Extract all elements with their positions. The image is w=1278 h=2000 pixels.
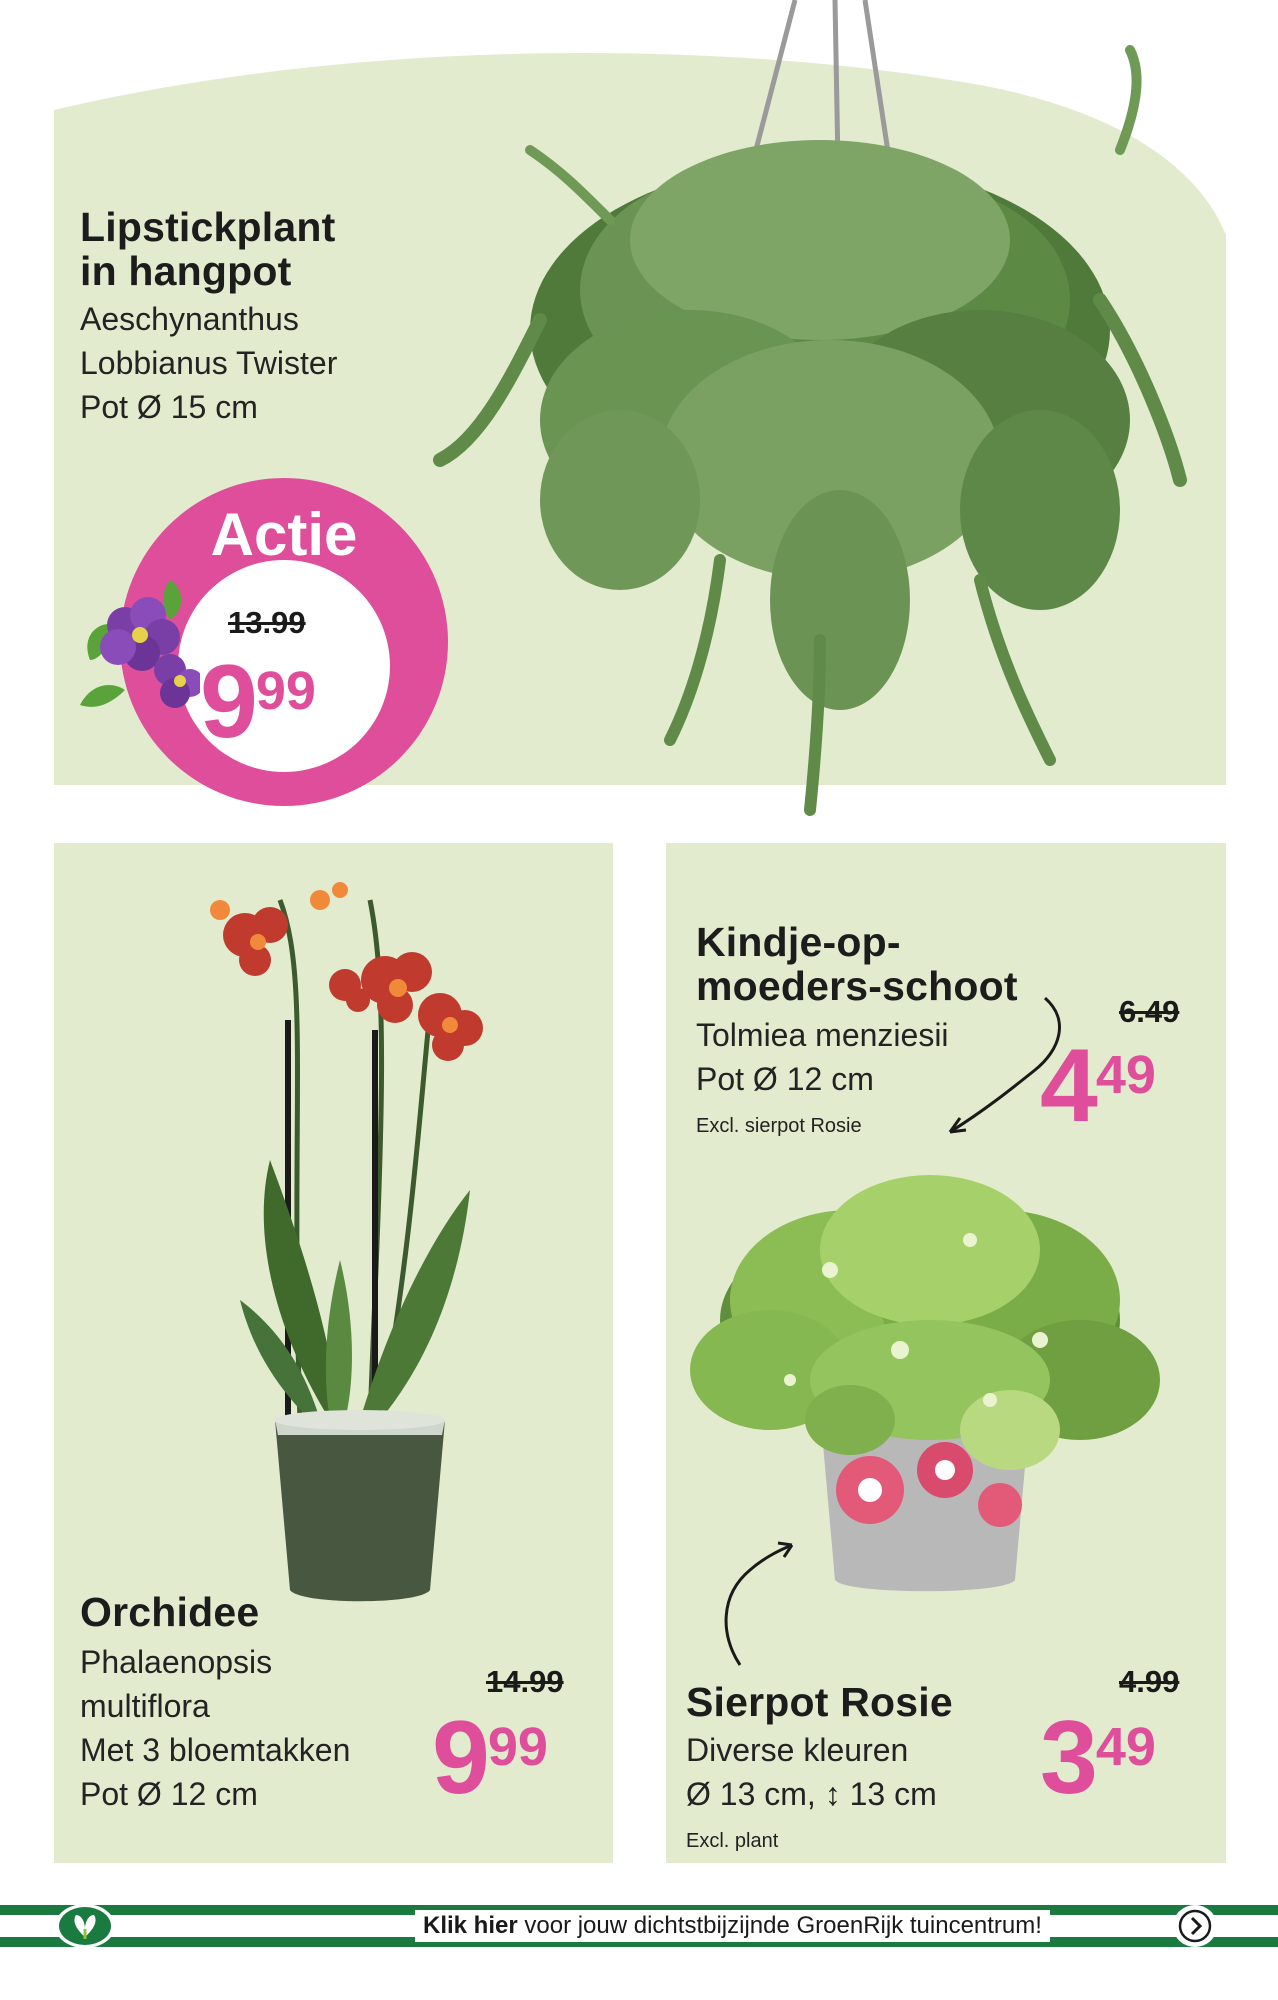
product-desc-line3: Pot Ø 15 cm (80, 389, 258, 425)
product-title-line2: moeders-schoot (696, 963, 1018, 1009)
product-desc-line4: Pot Ø 12 cm (80, 1776, 258, 1812)
product-desc-line1: Tolmiea menziesii (696, 1017, 949, 1053)
groenrijk-logo-icon[interactable] (54, 1903, 116, 1949)
product-desc-line1: Aeschynanthus (80, 301, 299, 337)
orchid-image (130, 860, 550, 1620)
actie-label: Actie (210, 501, 358, 568)
price (200, 644, 316, 760)
footer-link-bold: Klik hier (423, 1912, 518, 1939)
price-integer: 9 (200, 644, 256, 760)
old-price: 4.99 (1119, 1664, 1180, 1699)
product-title: Orchidee (80, 1589, 260, 1635)
violet-flower-icon (70, 565, 200, 715)
lipstickplant-panel (0, 0, 1278, 800)
product-desc-line2: Lobbianus Twister (80, 345, 338, 381)
product-title-line1: Kindje-op- (696, 919, 901, 965)
chevron-right-circle-icon[interactable] (1172, 1904, 1218, 1948)
price-decimals: 49 (1095, 1045, 1156, 1105)
price-decimals: 99 (487, 1717, 548, 1777)
price-integer: 9 (432, 1700, 488, 1816)
price (1040, 1700, 1156, 1816)
product-desc-line1: Diverse kleuren (686, 1732, 909, 1768)
kindje-plant-in-sierpot-image (680, 1150, 1220, 1610)
product-desc-line2: multiflora (80, 1688, 210, 1724)
product-desc-line2: Pot Ø 12 cm (696, 1061, 874, 1097)
old-price: 6.49 (1119, 994, 1180, 1029)
price-decimals: 49 (1095, 1717, 1156, 1777)
product-title-line2: in hangpot (80, 248, 292, 294)
lipstickplant-image (420, 40, 1200, 840)
price-integer: 4 (1040, 1028, 1096, 1144)
price-integer: 3 (1040, 1700, 1096, 1816)
product-desc-line2: Ø 13 cm, ↕ 13 cm (686, 1776, 937, 1812)
product-title-line1: Lipstickplant (80, 204, 336, 250)
product-note: Excl. plant (686, 1830, 779, 1852)
footer-link[interactable] (415, 1910, 1050, 1942)
old-price: 14.99 (486, 1664, 564, 1699)
price (432, 1700, 548, 1816)
product-title: Sierpot Rosie (686, 1679, 953, 1725)
old-price: 13.99 (228, 605, 306, 640)
product-desc-line3: Met 3 bloemtakken (80, 1732, 351, 1768)
footer-link-text: voor jouw dichtstbijzijnde GroenRijk tuincentrum! (517, 1912, 1042, 1939)
product-note: Excl. sierpot Rosie (696, 1115, 862, 1137)
product-desc-line1: Phalaenopsis (80, 1644, 273, 1680)
price-decimals: 99 (255, 661, 316, 721)
arrow-to-plant-icon (930, 990, 1080, 1140)
